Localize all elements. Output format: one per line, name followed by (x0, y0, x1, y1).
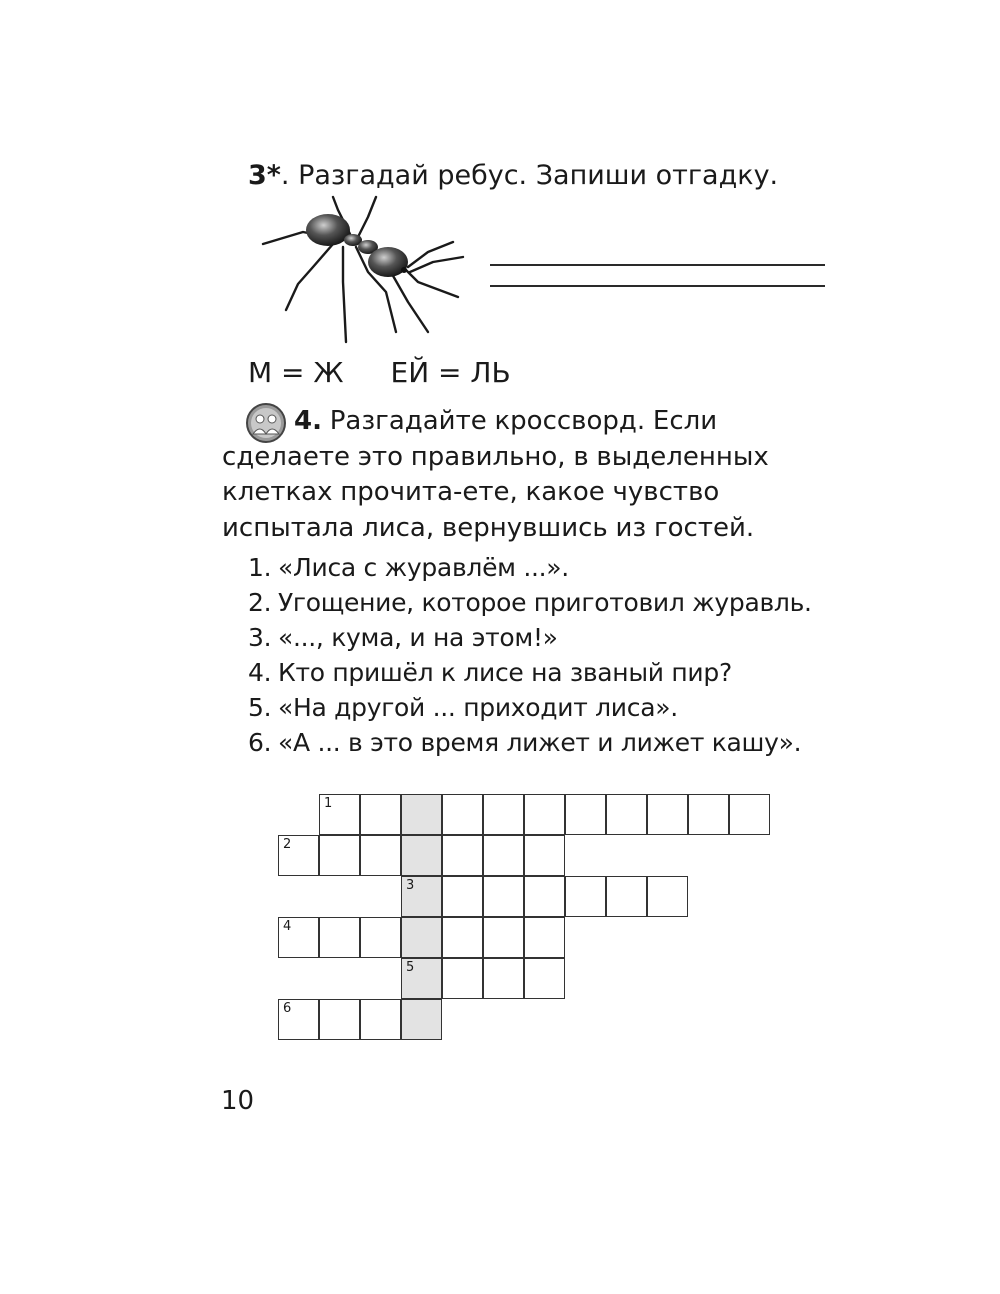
crossword-clue-number: 6 (283, 1001, 292, 1016)
clue-number: 6. (248, 728, 272, 757)
clue-text: Кто пришёл к лисе на званый пир? (278, 658, 732, 687)
crossword-cell[interactable] (565, 876, 606, 917)
ant-image (258, 192, 470, 352)
page-number: 10 (221, 1086, 255, 1116)
crossword-cell[interactable] (524, 876, 565, 917)
task3-number: 3* (248, 160, 281, 191)
answer-line[interactable] (490, 264, 825, 266)
crossword-cell[interactable] (442, 917, 483, 958)
clue-number: 1. (248, 553, 272, 582)
crossword-cell[interactable] (319, 917, 360, 958)
crossword-cell[interactable] (647, 794, 688, 835)
clue-item (248, 550, 812, 585)
crossword-cell[interactable] (524, 794, 565, 835)
crossword-cell[interactable] (524, 958, 565, 999)
task4-text: Разгадайте кроссворд. Если сделаете это правильно, в выделенных клетках прочита-ете, какое чувство испытала лиса, вернувшись из гостей. (222, 406, 769, 543)
crossword-cell[interactable] (483, 794, 524, 835)
crossword-cell[interactable] (278, 917, 319, 958)
crossword-cell[interactable] (360, 999, 401, 1040)
crossword-cell-highlighted[interactable] (401, 794, 442, 835)
clue-item (248, 690, 812, 725)
crossword-cell[interactable] (442, 958, 483, 999)
crossword-cell[interactable] (442, 794, 483, 835)
clue-text: Угощение, которое приготовил журавль. (278, 588, 812, 617)
crossword-cell-highlighted[interactable] (401, 876, 442, 917)
crossword-cell[interactable] (360, 835, 401, 876)
crossword-cell[interactable] (565, 794, 606, 835)
clue-text: «На другой ... приходит лиса». (278, 693, 678, 722)
crossword-cell[interactable] (483, 958, 524, 999)
crossword-cell[interactable] (483, 876, 524, 917)
crossword-cell[interactable] (688, 794, 729, 835)
crossword-cell[interactable] (278, 999, 319, 1040)
crossword-cell[interactable] (606, 794, 647, 835)
clue-item (248, 620, 812, 655)
rebus-hint: ЕЙ = ЛЬ (390, 356, 511, 389)
task3-instruction: . Разгадай ребус. Запиши отгадку. (280, 160, 779, 191)
crossword-cell[interactable] (319, 999, 360, 1040)
clue-number: 3. (248, 623, 272, 652)
rebus-hints (248, 354, 511, 392)
crossword-cell[interactable] (360, 794, 401, 835)
clue-number: 4. (248, 658, 272, 687)
crossword-cell[interactable] (483, 835, 524, 876)
crossword-cell[interactable] (360, 917, 401, 958)
crossword-clue-number: 3 (406, 878, 415, 893)
clue-number: 2. (248, 588, 272, 617)
crossword-clue-number: 5 (406, 960, 415, 975)
task4-instruction (222, 404, 832, 546)
clue-text: «..., кума, и на этом!» (278, 623, 558, 652)
crossword-cell[interactable] (442, 835, 483, 876)
clue-item (248, 655, 812, 690)
crossword-cell-highlighted[interactable] (401, 958, 442, 999)
clue-list (248, 550, 812, 760)
crossword-clue-number: 2 (283, 837, 292, 852)
task3-heading (248, 158, 778, 194)
crossword-cell[interactable] (483, 917, 524, 958)
crossword-cell[interactable] (278, 835, 319, 876)
clue-text: «Лиса с журавлём ...». (278, 553, 569, 582)
clue-number: 5. (248, 693, 272, 722)
crossword-clue-number: 1 (324, 796, 333, 811)
crossword-cell[interactable] (524, 835, 565, 876)
crossword-cell[interactable] (319, 835, 360, 876)
clue-item (248, 725, 812, 760)
crossword-cell[interactable] (524, 917, 565, 958)
crossword-cell[interactable] (442, 876, 483, 917)
rebus-hint: М = Ж (248, 356, 344, 389)
crossword-cell[interactable] (729, 794, 770, 835)
crossword-cell-highlighted[interactable] (401, 917, 442, 958)
answer-line[interactable] (490, 285, 825, 287)
clue-text: «А ... в это время лижет и лижет кашу». (278, 728, 802, 757)
crossword-cell-highlighted[interactable] (401, 835, 442, 876)
crossword-cell[interactable] (647, 876, 688, 917)
crossword-cell-highlighted[interactable] (401, 999, 442, 1040)
crossword-cell[interactable] (606, 876, 647, 917)
crossword-cell[interactable] (319, 794, 360, 835)
clue-item (248, 585, 812, 620)
task4-number: 4. (294, 406, 322, 436)
crossword-clue-number: 4 (283, 919, 292, 934)
